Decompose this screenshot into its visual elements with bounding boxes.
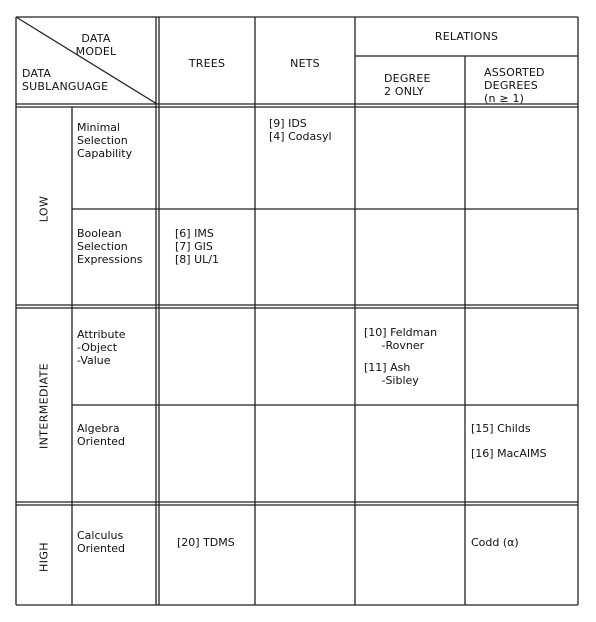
- cell-nets-ids-codasyl: [9] IDS [4] Codasyl: [269, 117, 332, 143]
- header-nets: NETS: [290, 57, 320, 70]
- header-data-sublanguage: DATA SUBLANGUAGE: [22, 67, 109, 93]
- header-assorted-degrees: ASSORTED DEGREES (n ≥ 1): [484, 66, 545, 105]
- level-high: HIGH: [37, 542, 51, 572]
- header-data-model: DATA MODEL: [75, 32, 117, 58]
- cell-assorted-codd: Codd (α): [471, 536, 519, 549]
- row-label-boolean-selection: Boolean Selection Expressions: [77, 227, 143, 266]
- cell-degree2-feldman-rovner: [10] Feldman -Rovner: [364, 326, 438, 352]
- row-label-calculus-oriented: Calculus Oriented: [77, 529, 126, 555]
- cell-trees-tdms: [20] TDMS: [177, 536, 235, 549]
- row-label-attribute-object-value: Attribute -Object -Value: [77, 328, 126, 367]
- cell-trees-ims-gis-ul1: [6] IMS [7] GIS [8] UL/1: [175, 227, 219, 266]
- row-label-algebra-oriented: Algebra Oriented: [77, 422, 126, 448]
- level-low: LOW: [37, 195, 51, 223]
- cell-assorted-childs: [15] Childs: [471, 422, 531, 435]
- header-relations: RELATIONS: [434, 30, 499, 43]
- cell-assorted-macaims: [16] MacAIMS: [471, 447, 547, 460]
- header-trees: TREES: [188, 57, 226, 70]
- level-intermediate: INTERMEDIATE: [37, 362, 51, 450]
- header-degree-2-only: DEGREE 2 ONLY: [384, 72, 431, 98]
- cell-degree2-ash-sibley: [11] Ash -Sibley: [364, 361, 419, 387]
- row-label-minimal-selection: Minimal Selection Capability: [77, 121, 133, 160]
